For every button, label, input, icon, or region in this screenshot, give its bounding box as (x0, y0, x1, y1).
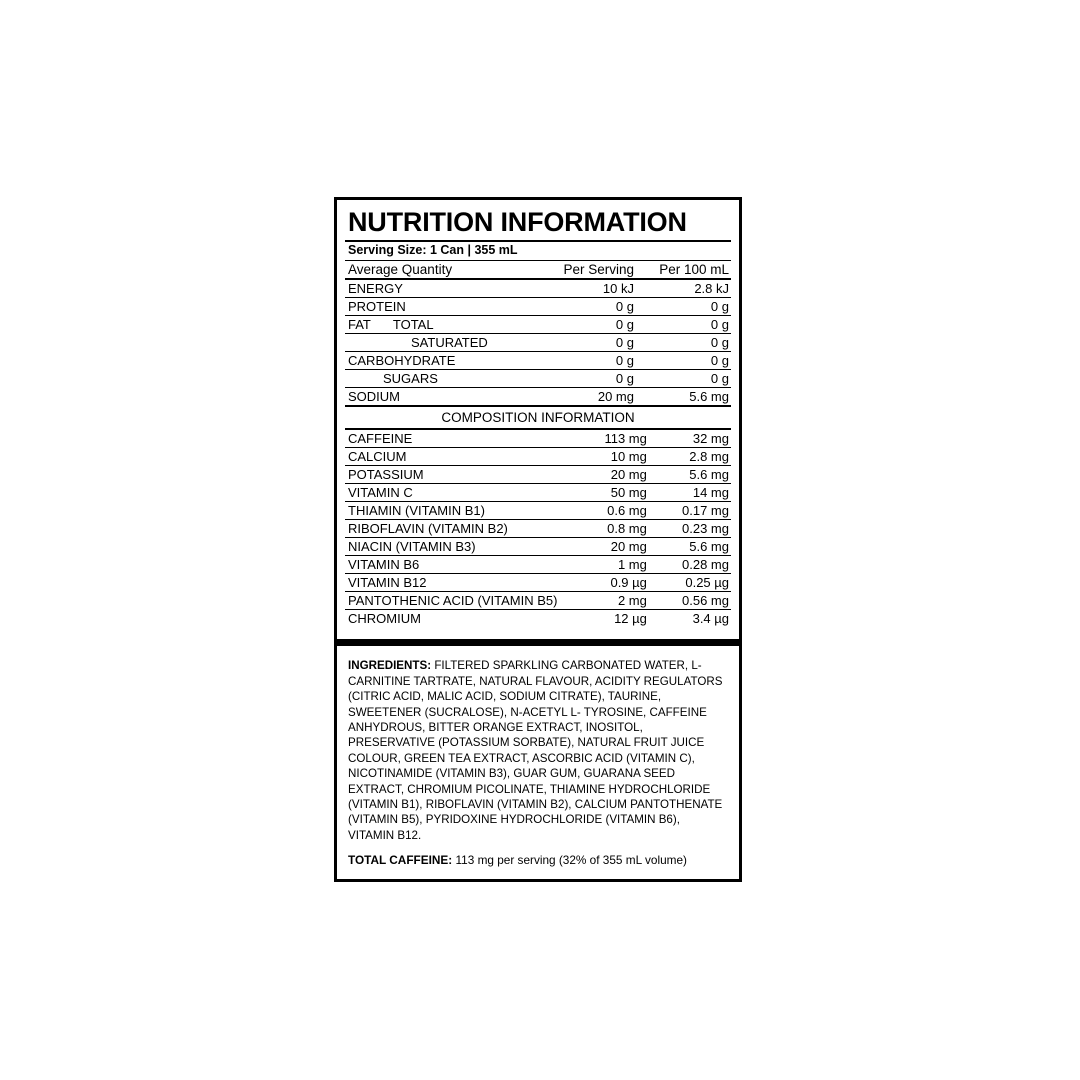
row-per-serving: 1 mg (557, 556, 646, 574)
row-label-fat: FAT (348, 317, 371, 333)
row-label: RIBOFLAVIN (VITAMIN B2) (345, 520, 557, 538)
table-row (345, 352, 731, 370)
table-column-headers (345, 261, 731, 278)
table-row (345, 448, 731, 466)
total-caffeine-label: TOTAL CAFFEINE: (348, 853, 453, 868)
table-row (345, 370, 731, 388)
table-row (345, 466, 731, 484)
row-per-100: 0 g (634, 352, 731, 370)
row-label: PROTEIN (345, 298, 529, 316)
row-label: VITAMIN B12 (345, 574, 557, 592)
row-label: CARBOHYDRATE (345, 352, 529, 370)
row-label: SUGARS (345, 370, 529, 388)
serving-size: Serving Size: 1 Can | 355 mL (348, 243, 518, 258)
row-per-100: 0.23 mg (647, 520, 731, 538)
row-label: PANTOTHENIC ACID (VITAMIN B5) (345, 592, 557, 610)
row-label: NIACIN (VITAMIN B3) (345, 538, 557, 556)
row-per-100: 2.8 mg (647, 448, 731, 466)
row-label: ENERGY (345, 280, 529, 298)
row-per-100: 0 g (634, 316, 731, 334)
row-per-100: 3.4 µg (692, 611, 729, 627)
ingredients-label: INGREDIENTS: (348, 659, 432, 673)
nutrition-table (345, 261, 731, 278)
row-per-100: 2.8 kJ (634, 280, 731, 298)
table-row (345, 538, 731, 556)
row-per-100: 5.6 mg (689, 389, 729, 405)
row-per-serving: 12 µg (614, 611, 647, 627)
column-header-name: Average Quantity (348, 262, 453, 278)
row-per-serving: 10 mg (557, 448, 646, 466)
row-per-serving: 0 g (529, 298, 634, 316)
table-row (345, 556, 731, 574)
row-per-100: 14 mg (647, 484, 731, 502)
row-per-100: 0.28 mg (647, 556, 731, 574)
row-per-serving: 0 g (529, 316, 634, 334)
total-caffeine-text: 113 mg per serving (32% of 355 mL volume) (452, 853, 687, 868)
row-per-100: 5.6 mg (647, 466, 731, 484)
row-per-100: 32 mg (647, 430, 731, 448)
page-title: NUTRITION INFORMATION (348, 207, 687, 237)
row-label: CAFFEINE (345, 430, 557, 448)
row-label: SODIUM (348, 389, 400, 405)
row-per-100: 5.6 mg (647, 538, 731, 556)
row-per-serving: 0.9 µg (557, 574, 646, 592)
row-label: CALCIUM (345, 448, 557, 466)
row-label: VITAMIN C (345, 484, 557, 502)
row-per-serving: 10 kJ (529, 280, 634, 298)
row-per-serving: 20 mg (597, 389, 634, 405)
table-row (345, 520, 731, 538)
row-label: POTASSIUM (345, 466, 557, 484)
row-label (345, 316, 529, 334)
row-per-100: 0.17 mg (647, 502, 731, 520)
row-label-fat-total: TOTAL (392, 317, 434, 333)
row-label: VITAMIN B6 (345, 556, 557, 574)
row-per-100: 0 g (634, 370, 731, 388)
composition-header: COMPOSITION INFORMATION (441, 410, 635, 426)
nutrition-rows-table (345, 280, 731, 405)
row-per-serving: 50 mg (557, 484, 646, 502)
row-per-serving: 0 g (529, 352, 634, 370)
table-row (345, 298, 731, 316)
row-per-serving: 20 mg (557, 538, 646, 556)
nutrition-information-panel (334, 197, 742, 882)
row-per-100: 0.25 µg (647, 574, 731, 592)
row-per-serving: 113 mg (557, 430, 646, 448)
row-label: CHROMIUM (348, 611, 421, 627)
table-row (345, 574, 731, 592)
row-per-100: 0 g (634, 298, 731, 316)
ingredients-text: FILTERED SPARKLING CARBONATED WATER, L- CARNITINE TARTRATE, NATURAL FLAVOUR, ACIDITY REGULATORS (CITRIC ACID, MALIC ACID, SODIUM CITRATE), TAURINE, SWEETENER (SUCRALOSE), N-ACETYL L- TYROSINE, CAFFEINE ANHYDROUS, BITTER ORANGE EXTRACT, INOSITOL, PRESERVATIVE (POTASSIUM SORBATE), NATURAL FRUIT JUICE COLOUR, GREEN TEA EXTRACT, ASCORBIC ACID (VITAMIN C), NICOTINAMIDE (VITAMIN B3), GUAR GUM, GUARANA SEED EXTRACT, CHROMIUM PICOLINATE, THIAMINE HYDROCHLORIDE (VITAMIN B1), RIBOFLAVIN (VITAMIN B2), CALCIUM PANTOTHENATE (VITAMIN B5), PYRIDOXINE HYDROCHLORIDE (VITAMIN B6), VITAMIN B12. (348, 659, 723, 842)
ingredients-block (345, 652, 731, 845)
table-row (345, 280, 731, 298)
row-per-serving: 0 g (529, 370, 634, 388)
row-label: THIAMIN (VITAMIN B1) (345, 502, 557, 520)
table-row (345, 502, 731, 520)
row-label: SATURATED (345, 334, 529, 352)
column-header-per-serving: Per Serving (563, 262, 634, 278)
spacer (345, 627, 731, 631)
row-per-serving: 0.6 mg (557, 502, 646, 520)
table-row (345, 592, 731, 610)
table-row (345, 610, 731, 628)
row-per-serving: 2 mg (557, 592, 646, 610)
table-row (345, 388, 731, 406)
table-row (345, 430, 731, 448)
composition-table (345, 430, 731, 627)
row-per-serving: 20 mg (557, 466, 646, 484)
section-separator-bar (337, 639, 739, 646)
total-caffeine-block (345, 845, 731, 871)
row-per-serving: 0 g (529, 334, 634, 352)
row-per-100: 0.56 mg (647, 592, 731, 610)
table-row (345, 484, 731, 502)
column-header-per-100: Per 100 mL (659, 262, 729, 278)
table-row (345, 316, 731, 334)
row-per-serving: 0.8 mg (557, 520, 646, 538)
table-row (345, 334, 731, 352)
row-per-100: 0 g (634, 334, 731, 352)
